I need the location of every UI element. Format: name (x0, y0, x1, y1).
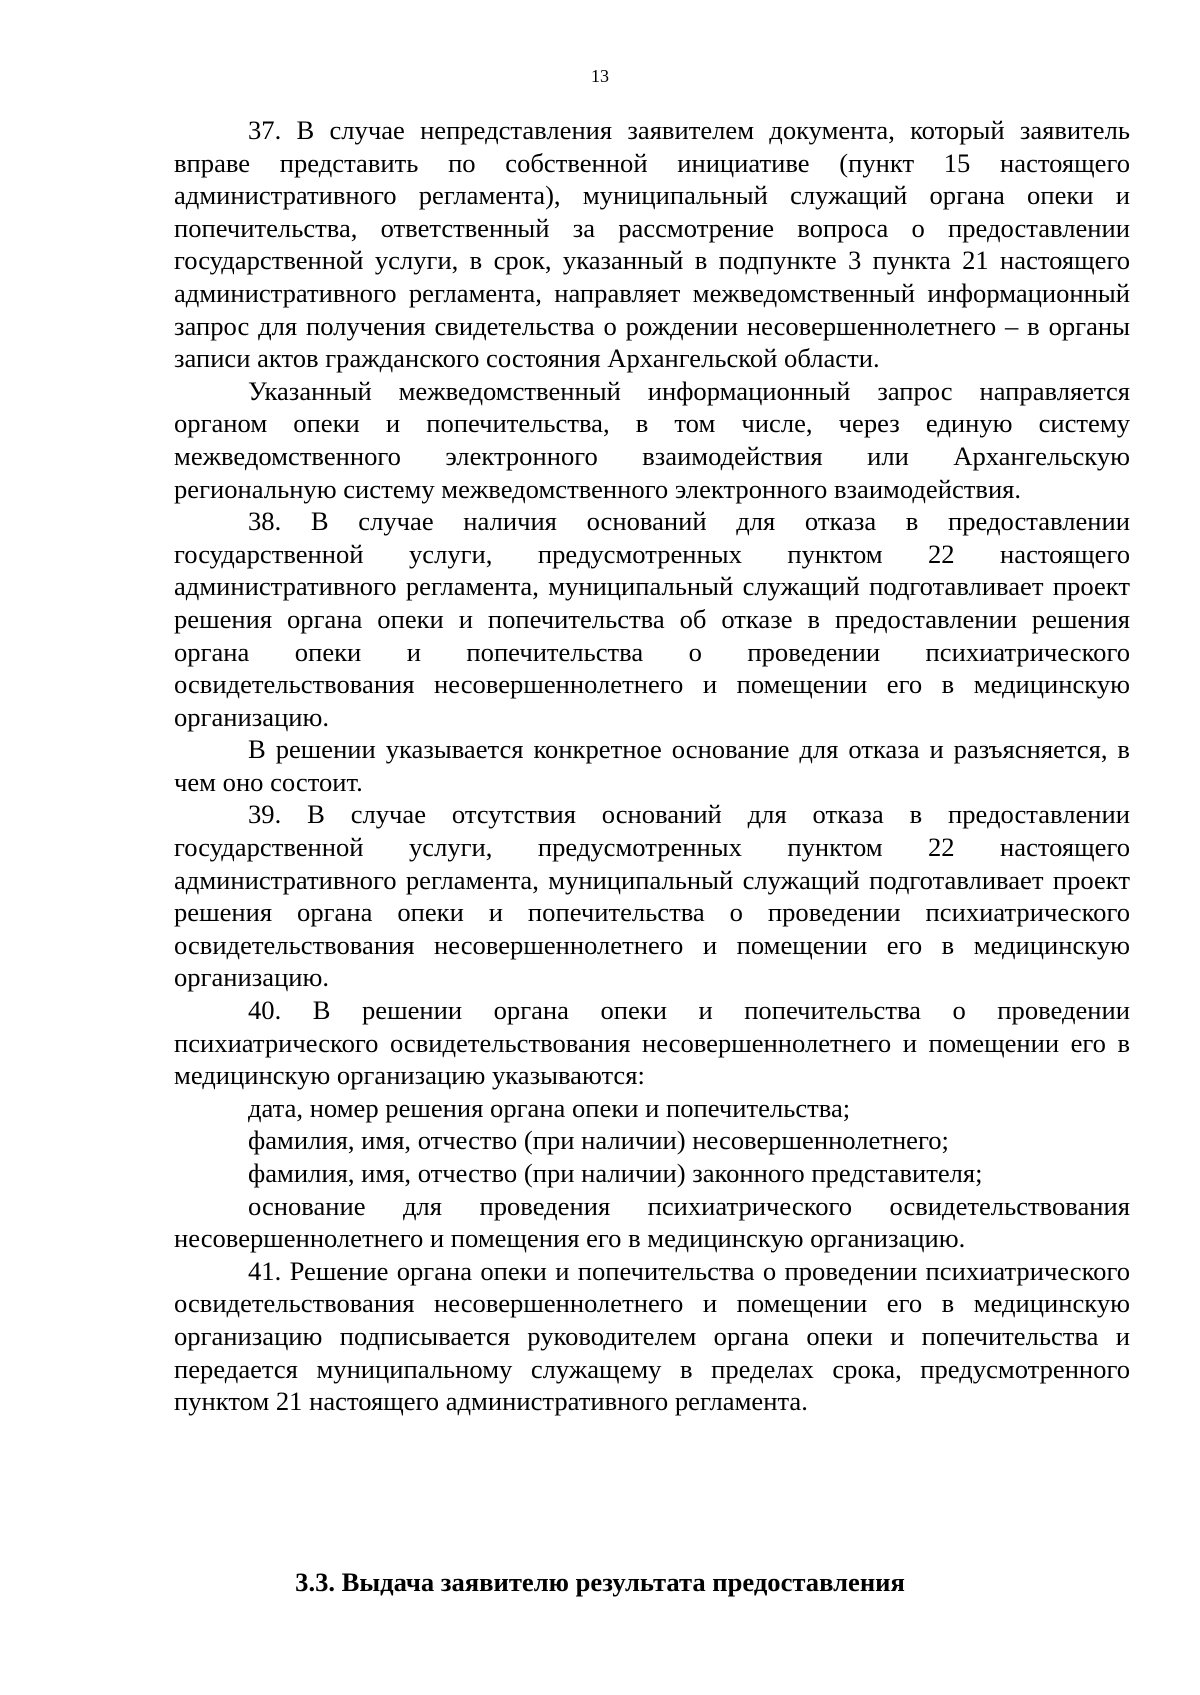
list-item-date-number: дата, номер решения органа опеки и попечительства; (248, 1092, 851, 1123)
list-item-representative-name: фамилия, имя, отчество (при наличии) законного представителя; (248, 1158, 983, 1188)
page-number: 13 (591, 66, 609, 86)
paragraph-38-continuation: В решении указывается конкретное основание для отказа и разъясняется, в чем оно состоит. (174, 734, 1130, 797)
document-body (174, 114, 1130, 1418)
paragraph-39: 39. В случае отсутствия оснований для отказа в предоставлении государственной услуги, предусмотренных пунктом 22 настоящего административного регламента, муниципальный служащий подготавливает проект решения органа опеки и попечительства о проведении психиатрического освидетельствования несовершеннолетнего и помещении его в медицинскую организацию. (174, 799, 1130, 993)
list-item-grounds: основание для проведения психиатрического освидетельствования несовершеннолетнего и помещения его в медицинскую организацию. (174, 1190, 1130, 1254)
paragraph-38: 38. В случае наличия оснований для отказа в предоставлении государственной услуги, предусмотренных пунктом 22 настоящего административного регламента, муниципальный служащий подготавливает проект решения органа опеки и попечительства об отказе в предоставлении решения органа опеки и попечительства о проведении психиатрического освидетельствования несовершеннолетнего и помещении его в медицинскую организацию. (174, 506, 1130, 732)
paragraph-41: 41. Решение органа опеки и попечительства о проведении психиатрического освидетельствования несовершеннолетнего и помещении его в медицинскую организацию подписывается руководителем органа опеки и попечительства и передается муниципальному служащему в пределах срока, предусмотренного пунктом 21 настоящего административного регламента. (174, 1255, 1130, 1417)
paragraph-37: 37. В случае непредставления заявителем документа, который заявитель вправе представить по собственной инициативе (пункт 15 настоящего административного регламента), муниципальный служащий органа опеки и попечительства, ответственный за рассмотрение вопроса о предоставлении государственной услуги, в срок, указанный в подпункте 3 пункта 21 настоящего административного регламента, направляет межведомственный информационный запрос для получения свидетельства о рождении несовершеннолетнего – в органы записи актов гражданского состояния Архангельской области. (174, 115, 1130, 374)
list-item-minor-name: фамилия, имя, отчество (при наличии) несовершеннолетнего; (248, 1125, 949, 1156)
paragraph-37-continuation: Указанный межведомственный информационный запрос направляется органом опеки и попечительства, в том числе, через единую систему межведомственного электронного взаимодействия или Архангельскую региональную систему межведомственного электронного взаимодействия. (174, 375, 1130, 504)
section-heading: 3.3. Выдача заявителю результата предоставления (295, 1567, 905, 1597)
paragraph-40: 40. В решении органа опеки и попечительства о проведении психиатрического освидетельствования несовершеннолетнего и помещении его в медицинскую организацию указываются: (174, 995, 1130, 1091)
